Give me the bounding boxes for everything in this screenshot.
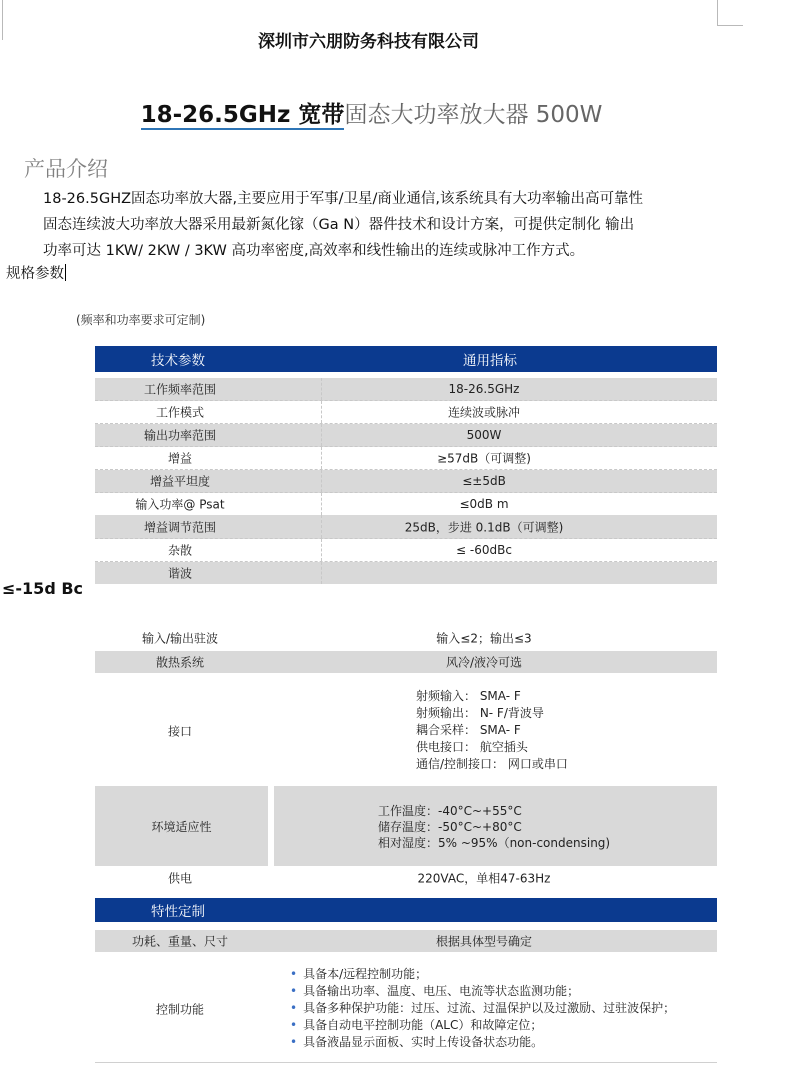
row-key: 工作模式	[155, 405, 204, 420]
row-value: 220VAC，单相47-63Hz	[417, 871, 551, 886]
control-line: • 具备液晶显示面板、实时上传设备状态功能。	[290, 1035, 544, 1049]
row-value: 500W	[466, 428, 502, 442]
interface-line: 耦合采样： SMA- F	[416, 723, 521, 737]
header-param: 技术参数	[151, 353, 205, 369]
table-row	[95, 470, 717, 493]
row-key: 增益调节范围	[143, 520, 216, 534]
table-row	[95, 515, 717, 539]
row-key: 工作频率范围	[143, 382, 216, 397]
row-key: 输入功率@ Psat	[135, 497, 225, 512]
custom-header-text: 特性定制	[151, 904, 205, 920]
interface-line: 射频输出： N- F/背波导	[416, 706, 544, 720]
environment-line: 工作温度：-40°C~+55°C	[378, 804, 522, 818]
row-key: 增益平坦度	[149, 474, 210, 489]
table-row	[95, 378, 717, 401]
intro-line: 固态连续波大功率放大器采用最新氮化镓（Ga N）器件技术和设计方案，可提供定制化 输出	[43, 217, 635, 233]
intro-line: 18-26.5GHZ固态功率放大器,主要应用于军事/卫星/商业通信,该系统具有大功率输出高可靠性	[43, 191, 644, 207]
table-row-cooling	[95, 651, 717, 673]
table-row-interface	[95, 720, 717, 742]
harmonic-value: ≤-15d Bc	[2, 579, 84, 598]
title-rest: 固态大功率放大器 500W	[344, 102, 603, 128]
row-key: 散热系统	[155, 655, 204, 670]
control-line: • 具备本/远程控制功能；	[290, 967, 428, 981]
table-row	[95, 447, 717, 470]
environment-line: 相对湿度：5% ~95%（non-condensing)	[378, 836, 611, 850]
control-line: • 具备自动电平控制功能（ALC）和故障定位；	[290, 1018, 543, 1032]
control-line: • 具备多种保护功能：过压、过流、过温保护以及过激励、过驻波保护；	[290, 1001, 676, 1015]
bullet-icon: •	[290, 1035, 298, 1049]
control-list	[290, 966, 675, 1051]
row-value: 18-26.5GHz	[448, 382, 520, 396]
spec-heading[interactable]	[6, 262, 66, 283]
row-key: 接口	[167, 724, 192, 739]
table-row-power	[95, 867, 717, 889]
page-corner-mark-right-horizontal	[717, 25, 743, 26]
spec-table-header	[95, 346, 717, 372]
table-row	[95, 493, 717, 516]
row-value: ≥57dB（可调整)	[437, 451, 531, 466]
page-corner-mark-right-vertical	[717, 0, 718, 26]
row-key: 控制功能	[155, 1002, 204, 1017]
bullet-icon: •	[290, 1018, 298, 1032]
custom-header	[95, 898, 717, 922]
row-key: 杂散	[167, 543, 192, 558]
document-title	[0, 96, 743, 129]
row-key: 供电	[167, 871, 192, 886]
title-bold: 18-26.5GHz 宽带	[140, 102, 345, 128]
bullet-icon: •	[290, 1001, 298, 1015]
row-value: ≤±5dB	[462, 474, 506, 488]
environment-key: 环境适应性	[151, 820, 212, 834]
control-line: • 具备输出功率、温度、电压、电流等状态监测功能；	[290, 984, 580, 998]
environment-line: 储存温度：-50°C~+80°C	[378, 820, 522, 834]
environment-list	[378, 803, 610, 851]
row-key: 输入/输出驻波	[141, 631, 219, 646]
row-value: 根据具体型号确定	[435, 934, 532, 949]
table-row-size	[95, 930, 717, 952]
intro-line: 功率可达 1KW/ 2KW / 3KW 高功率密度,高效率和线性输出的连续或脉冲工作方式。	[43, 243, 585, 259]
bullet-icon: •	[290, 984, 298, 998]
row-value: 25dB，步进 0.1dB（可调整)	[404, 520, 564, 534]
spec-note: (频率和功率要求可定制)	[76, 313, 206, 327]
header-value: 通用指标	[463, 353, 517, 369]
table-row	[95, 539, 717, 562]
intro-paragraph	[43, 186, 723, 264]
table-bottom-border	[95, 1062, 717, 1063]
row-value: 连续波或脉冲	[447, 405, 520, 420]
bullet-icon: •	[290, 967, 298, 981]
row-value: 风冷/液冷可选	[445, 655, 523, 670]
table-row-vswr	[95, 627, 717, 649]
company-name: 深圳市六朋防务科技有限公司	[258, 32, 479, 52]
row-value: ≤0dB m	[459, 497, 509, 511]
table-row	[95, 562, 717, 584]
row-key: 功耗、重量、尺寸	[131, 934, 228, 949]
row-value: 输入≤2；输出≤3	[436, 631, 532, 646]
interface-line: 射频输入： SMA- F	[416, 689, 521, 703]
row-key: 谐波	[167, 566, 192, 581]
row-value: ≤ -60dBc	[456, 543, 512, 557]
table-row	[95, 401, 717, 424]
row-key: 增益	[167, 451, 192, 466]
text-cursor	[65, 264, 66, 281]
interface-line: 供电接口： 航空插头	[416, 740, 528, 754]
interface-list	[416, 688, 568, 773]
intro-heading: 产品介绍	[24, 157, 108, 181]
interface-line: 通信/控制接口： 网口或串口	[416, 757, 568, 771]
table-row	[95, 424, 717, 447]
row-key: 输出功率范围	[143, 428, 216, 443]
spec-heading-text: 规格参数	[6, 266, 64, 282]
